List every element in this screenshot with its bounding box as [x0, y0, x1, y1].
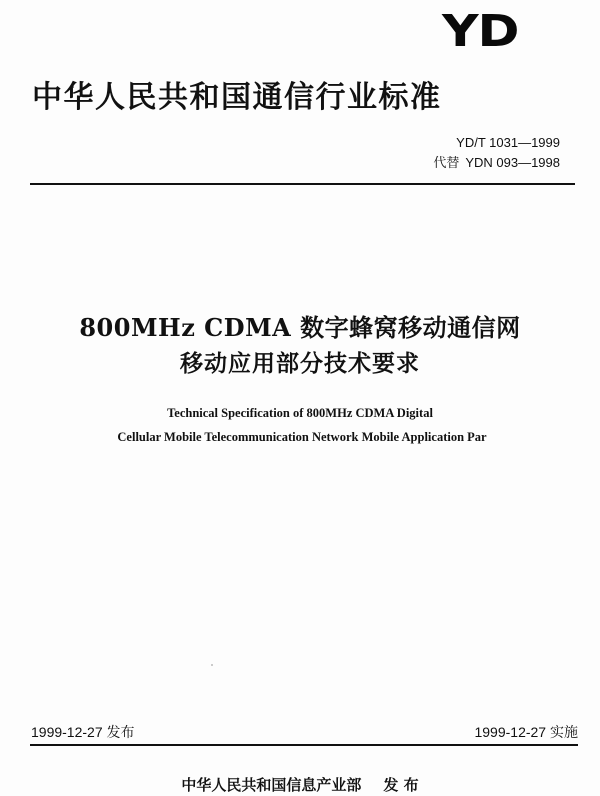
publisher-name: 中华人民共和国信息产业部 [181, 776, 362, 794]
english-title [0, 401, 600, 449]
implementation-date: 1999-12-27 实施 [474, 724, 578, 740]
standard-category-heading: 中华人民共和国通信行业标准 [32, 80, 442, 115]
chinese-title [0, 311, 600, 381]
english-title-line-2: Cellular Mobile Telecommunication Network Mobile Application Par [117, 430, 487, 444]
chinese-title-line-1: 800MHz CDMA 数字蜂窝移动通信网 [79, 313, 521, 342]
replaces-line [433, 153, 560, 174]
bottom-divider [30, 744, 578, 746]
replaces-label: 代替 [433, 156, 460, 171]
issue-date: 1999-12-27 发布 [31, 724, 135, 740]
yd-logo: YD [441, 6, 518, 57]
replaces-number: YDN 093—1998 [465, 155, 560, 170]
chinese-title-line-2: 移动应用部分技术要求 [180, 351, 420, 377]
scan-speck [211, 664, 213, 666]
publish-verb: 发 布 [383, 776, 419, 794]
standard-number: YD/T 1031—1999 [456, 135, 560, 150]
standard-codes [433, 133, 560, 174]
english-title-line-1: Technical Specification of 800MHz CDMA Digital [167, 406, 433, 420]
top-divider [30, 183, 575, 185]
publisher-line [0, 775, 600, 795]
